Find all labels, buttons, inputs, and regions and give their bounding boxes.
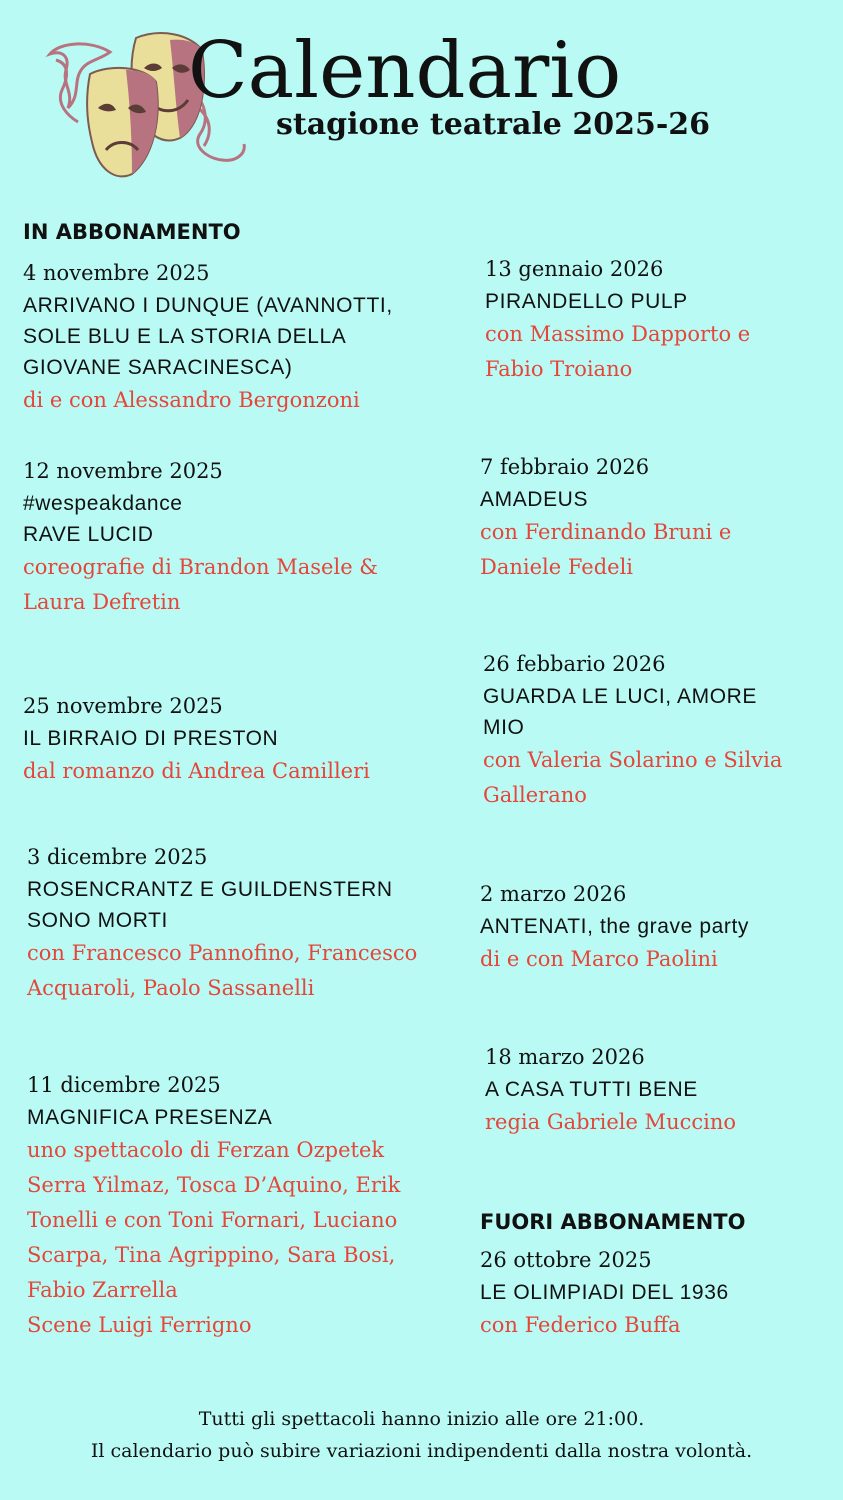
event-title: ANTENATI, the grave party (480, 915, 750, 938)
event-date: 2 marzo 2026 (480, 882, 627, 906)
event-credits: regia Gabriele Muccino (485, 1110, 736, 1134)
event-date: 11 dicembre 2025 (27, 1073, 221, 1097)
event-title: GIOVANE SARACINESCA) (23, 356, 293, 379)
event-title: ROSENCRANTZ E GUILDENSTERN (27, 878, 393, 901)
event-title: PIRANDELLO PULP (485, 290, 688, 313)
event-entry (480, 877, 810, 977)
event-title: GUARDA LE LUCI, AMORE (483, 685, 758, 708)
event-credits: Daniele Fedeli (480, 555, 633, 579)
event-credits: Serra Yilmaz, Tosca D’Aquino, Erik (27, 1173, 401, 1197)
event-entry (480, 450, 800, 585)
event-entry (23, 256, 433, 418)
event-date: 4 novembre 2025 (23, 261, 210, 285)
event-credits: dal romanzo di Andrea Camilleri (23, 759, 370, 783)
event-title: MAGNIFICA PRESENZA (27, 1106, 273, 1129)
event-entry (27, 840, 447, 1006)
event-credits: con Ferdinando Bruni e (480, 520, 732, 544)
event-title: SONO MORTI (27, 909, 168, 932)
event-date: 26 ottobre 2025 (480, 1248, 652, 1272)
event-title: A CASA TUTTI BENE (485, 1078, 698, 1101)
event-entry (483, 647, 797, 813)
event-entry (27, 1068, 447, 1343)
event-title: MIO (483, 716, 525, 739)
event-entry (23, 689, 433, 789)
event-date: 25 novembre 2025 (23, 694, 223, 718)
footer-disclaimer: Il calendario può subire variazioni indipendenti dalla nostra volontà. (90, 1440, 753, 1462)
section-heading-abbonamento: IN ABBONAMENTO (23, 220, 241, 244)
footer-notes (0, 1403, 843, 1467)
event-title: #wespeakdance (23, 492, 183, 515)
event-credits: Acquaroli, Paolo Sassanelli (27, 976, 315, 1000)
event-date: 3 dicembre 2025 (27, 845, 208, 869)
event-credits: con Federico Buffa (480, 1313, 681, 1337)
event-title: SOLE BLU E LA STORIA DELLA (23, 325, 347, 348)
event-date: 26 febbario 2026 (483, 652, 666, 676)
event-title: RAVE LUCID (23, 523, 154, 546)
event-credits: di e con Alessandro Bergonzoni (23, 388, 360, 412)
event-credits: con Massimo Dapporto e (485, 322, 751, 346)
event-title: ARRIVANO I DUNQUE (AVANNOTTI, (23, 294, 393, 317)
event-entry (485, 1040, 805, 1140)
event-credits: uno spettacolo di Ferzan Ozpetek (27, 1138, 385, 1162)
event-credits: Fabio Troiano (485, 357, 633, 381)
event-date: 13 gennaio 2026 (485, 257, 664, 281)
event-credits: Scene Luigi Ferrigno (27, 1313, 252, 1337)
footer-start-time: Tutti gli spettacoli hanno inizio alle ore 21:00. (198, 1408, 645, 1430)
event-credits: coreografie di Brandon Masele & (23, 555, 379, 579)
event-credits: Laura Defretin (23, 590, 181, 614)
event-entry (485, 252, 805, 387)
event-credits: Tonelli e con Toni Fornari, Luciano (27, 1208, 398, 1232)
event-credits: Scarpa, Tina Agrippino, Sara Bosi, (27, 1243, 396, 1267)
event-title: LE OLIMPIADI DEL 1936 (480, 1281, 729, 1304)
event-title: IL BIRRAIO DI PRESTON (23, 727, 279, 750)
event-date: 12 novembre 2025 (23, 459, 223, 483)
event-credits: di e con Marco Paolini (480, 947, 718, 971)
event-date: 7 febbraio 2026 (480, 455, 650, 479)
event-credits: con Francesco Pannofino, Francesco (27, 941, 418, 965)
event-credits: con Valeria Solarino e Silvia (483, 748, 783, 772)
page-subtitle: stagione teatrale 2025-26 (276, 107, 711, 142)
page-title: Calendario (188, 26, 622, 116)
event-credits: Fabio Zarrella (27, 1278, 178, 1302)
event-title: AMADEUS (480, 488, 589, 511)
event-date: 18 marzo 2026 (485, 1045, 645, 1069)
event-entry (23, 454, 433, 620)
event-entry (480, 1243, 810, 1343)
event-credits: Gallerano (483, 783, 587, 807)
section-heading-fuori-abbonamento: FUORI ABBONAMENTO (480, 1210, 746, 1234)
